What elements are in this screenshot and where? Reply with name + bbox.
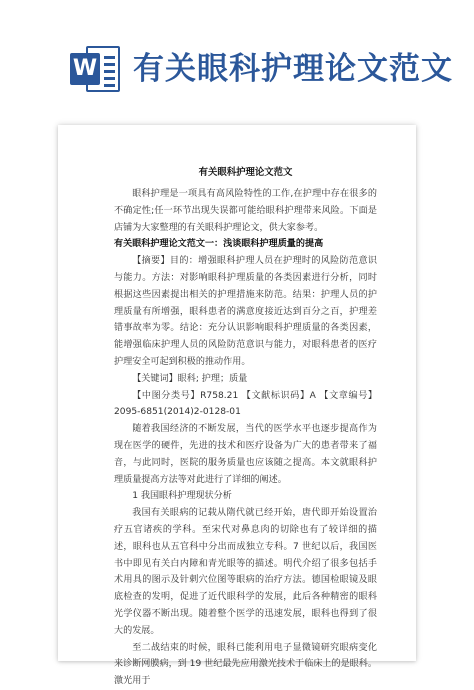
document-title: 有关眼科护理论文范文 — [198, 167, 293, 178]
body-paragraph-2: 我国有关眼病的记载从隋代就已经开始，唐代即开始设置治疗五官诸疾的学科。至宋代对鼻息肉的切除也有了较详细的描述，眼科也从五官科中分出而成独立专科。7 世纪以后，我国医书中即见有关白内障和青光眼等的描述。明代介绍了很多包括手术用具的图示及针剌穴位图等眼病的治疗方法。德国检眼镜及眼底检查的发明，促进了近代眼科学的发展，此后各种精密的眼科光学仪器不断出现。随着整个医学的迅速发展，眼科也得到了很大的发展。 — [114, 508, 377, 636]
intro-paragraph: 眼科护理是一项具有高风险特性的工作,在护理中存在很多的不确定性;任一环节出现失误都可能给眼科护理带来风险。下面是店铺为大家整理的有关眼科护理论文，供大家参考。 — [114, 189, 377, 233]
body-paragraph-1: 随着我国经济的不断发展，当代的医学水平也逐步提高作为现在医学的硬件，先进的技术和医疗设备为广大的患者带来了福音，与此同时，医院的服务质量也应该随之提高。本文就眼科护理质量提高方法等对此进行了详细的阐述。 — [114, 424, 377, 485]
word-document-icon — [70, 44, 122, 94]
keywords-line: 【关键词】眼科; 护理；质量 — [132, 373, 248, 384]
header-banner — [0, 0, 474, 118]
classification-line: 【中图分类号】R758.21 【文献标识码】A 【文章编号】2095-6851(2014)2-0128-01 — [114, 390, 377, 418]
section-heading-1: 1 我国眼科护理现状分析 — [132, 491, 232, 502]
article-subheading: 有关眼科护理论文范文一：浅谈眼科护理质量的提高 — [114, 239, 324, 250]
banner-title: 有关眼科护理论文范文 — [133, 51, 453, 87]
word-letter-tile: W — [70, 53, 100, 85]
body-paragraph-3: 至二战结束的时候，眼科已能利用电子显微镜研究眼病变化来诊断网膜病，到 19 世纪最先应用激光技术于临床上的是眼科。 激光用于 — [114, 642, 377, 687]
abstract-paragraph: 【摘要】目的：增强眼科护理人员在护理时的风险防范意识与能力。方法：对影响眼科护理质量的各类因素进行分析，同时根据这些因素提出相关的护理措施来防范。结果：护理人员的护理质量有所增强，眼科患者的满意度接近达到百分之百，护理差错事故率为零。结论：充分认识影响眼科护理质量的各类因素，能增强临床护理人员的风险防范意识与能力，对眼科患者的医疗护理安全可起到积极的推动作用。 — [114, 256, 377, 367]
document-preview-page — [58, 125, 416, 687]
document-content — [114, 165, 377, 690]
